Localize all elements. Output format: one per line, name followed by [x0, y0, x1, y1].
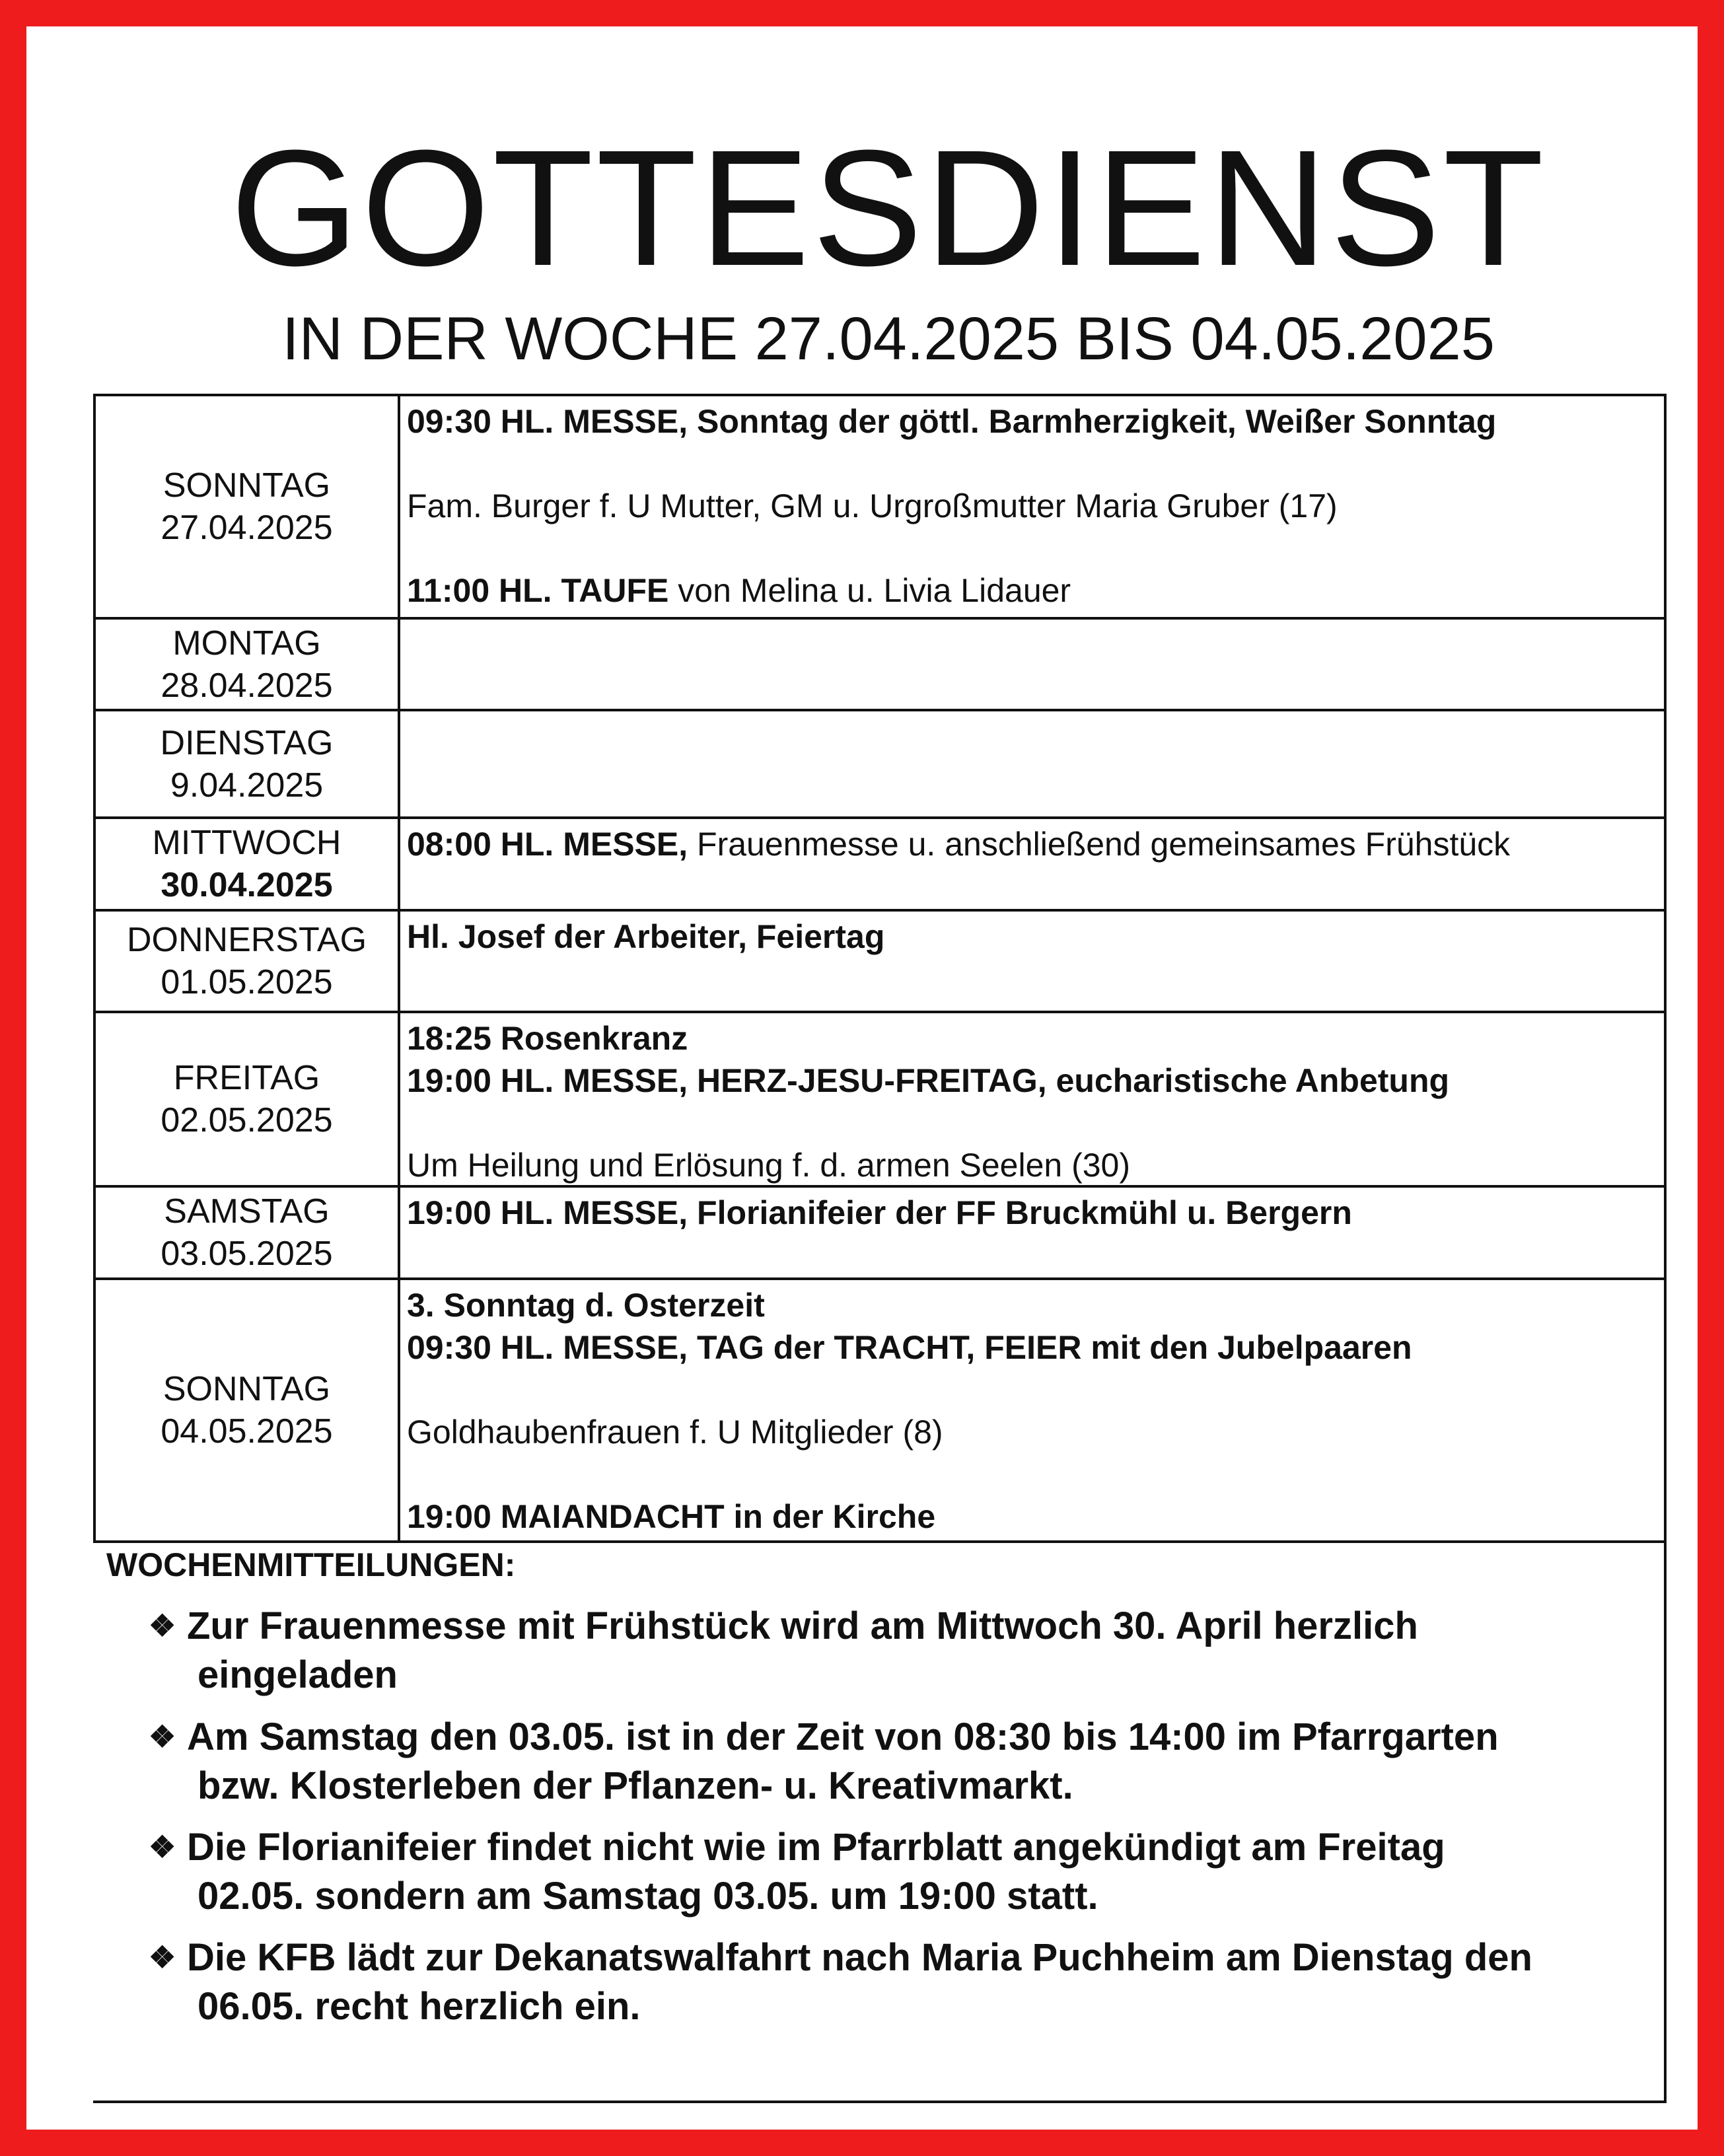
day-name: MONTAG — [172, 624, 321, 663]
day-name: FREITAG — [173, 1059, 320, 1097]
notice-text-continued: 02.05. sondern am Samstag 03.05. um 19:00 statt. — [198, 1875, 1098, 1918]
day-date: 02.05.2025 — [161, 1101, 333, 1139]
table-row — [96, 912, 1664, 1013]
diamond-bullet-icon: ❖ — [149, 1830, 176, 1864]
notice-text: Die Florianifeier findet nicht wie im Pfarrblatt angekündigt am Freitag — [187, 1826, 1445, 1869]
day-date: 9.04.2025 — [170, 766, 324, 805]
schedule-table — [93, 394, 1667, 1543]
notice-item — [149, 1933, 1622, 2031]
service-cell — [400, 912, 1664, 1011]
day-cell — [96, 819, 400, 909]
service-line: Um Heilung und Erlösung f. d. armen Seelen (30) — [407, 1147, 1131, 1184]
day-date: 27.04.2025 — [161, 509, 333, 547]
service-line: 09:30 HL. MESSE, TAG der TRACHT, FEIER mit den Jubelpaaren — [407, 1329, 1412, 1366]
table-row — [96, 1188, 1664, 1280]
service-line: 19:00 MAIANDACHT in der Kirche — [407, 1498, 936, 1535]
day-cell — [96, 1280, 400, 1540]
notice-text-continued: eingeladen — [198, 1653, 398, 1696]
service-cell — [400, 1013, 1664, 1185]
day-cell — [96, 1013, 400, 1185]
service-line: 19:00 HL. MESSE, Florianifeier der FF Bruckmühl u. Bergern — [407, 1194, 1352, 1231]
day-name: SAMSTAG — [164, 1192, 330, 1231]
day-date: 03.05.2025 — [161, 1235, 333, 1273]
day-name: SONNTAG — [162, 466, 331, 505]
table-row — [96, 1280, 1664, 1540]
diamond-bullet-icon: ❖ — [149, 1940, 176, 1974]
day-name: MITTWOCH — [152, 824, 341, 862]
day-cell — [96, 396, 400, 617]
service-line: 3. Sonntag d. Osterzeit — [407, 1287, 765, 1324]
service-line: Goldhaubenfrauen f. U Mitglieder (8) — [407, 1414, 943, 1451]
notice-text: Am Samstag den 03.05. ist in der Zeit von 08:30 bis 14:00 im Pfarrgarten — [187, 1715, 1499, 1758]
day-date: 30.04.2025 — [161, 866, 333, 904]
service-line: 18:25 Rosenkranz — [407, 1020, 688, 1057]
service-cell — [400, 711, 1664, 816]
day-cell — [96, 912, 400, 1011]
day-date: 01.05.2025 — [161, 963, 333, 1001]
service-line — [407, 569, 1657, 612]
service-time: 08:00 HL. MESSE, — [407, 826, 688, 863]
notice-text-continued: bzw. Klosterleben der Pflanzen- u. Kreativmarkt. — [198, 1764, 1073, 1807]
service-line: Fam. Burger f. U Mutter, GM u. Urgroßmutter Maria Gruber (17) — [407, 487, 1338, 524]
notice-text: Zur Frauenmesse mit Frühstück wird am Mittwoch 30. April herzlich — [187, 1604, 1418, 1647]
day-cell — [96, 1188, 400, 1277]
service-cell — [400, 1188, 1664, 1277]
notice-text: Die KFB lädt zur Dekanatswalfahrt nach Maria Puchheim am Dienstag den — [187, 1936, 1532, 1979]
service-line: Hl. Josef der Arbeiter, Feiertag — [407, 918, 885, 955]
weekly-notices — [93, 1540, 1667, 2103]
day-date: 04.05.2025 — [161, 1412, 333, 1451]
table-row — [96, 396, 1664, 620]
service-cell — [400, 1280, 1664, 1540]
service-text: von Melina u. Livia Lidauer — [668, 572, 1071, 609]
service-line: 09:30 HL. MESSE, Sonntag der göttl. Barmherzigkeit, Weißer Sonntag — [407, 403, 1497, 440]
service-cell — [400, 396, 1664, 617]
notice-item — [149, 1822, 1622, 1921]
day-name: DIENSTAG — [160, 723, 334, 762]
week-range-subtitle: IN DER WOCHE 27.04.2025 BIS 04.05.2025 — [282, 305, 1495, 373]
day-cell — [96, 711, 400, 816]
day-cell — [96, 620, 400, 709]
service-cell — [400, 819, 1664, 909]
diamond-bullet-icon: ❖ — [149, 1719, 176, 1754]
notice-text-continued: 06.05. recht herzlich ein. — [198, 1985, 641, 2028]
notice-item — [149, 1601, 1622, 1700]
service-line — [407, 823, 1657, 865]
service-time: 11:00 HL. TAUFE — [407, 572, 669, 609]
diamond-bullet-icon: ❖ — [149, 1608, 176, 1643]
table-row — [96, 819, 1664, 912]
table-row — [96, 1013, 1664, 1188]
day-name: SONNTAG — [162, 1370, 331, 1408]
day-name: DONNERSTAG — [126, 921, 367, 959]
page-title: GOTTESDIENST — [230, 116, 1547, 300]
service-text: Frauenmesse u. anschließend gemeinsames Frühstück — [688, 826, 1511, 863]
service-line: 19:00 HL. MESSE, HERZ-JESU-FREITAG, eucharistische Anbetung — [407, 1062, 1450, 1099]
day-date: 28.04.2025 — [161, 666, 333, 705]
table-row — [96, 620, 1664, 711]
notice-item — [149, 1712, 1622, 1811]
service-cell — [400, 620, 1664, 709]
notices-title: WOCHENMITTEILUNGEN: — [106, 1546, 516, 1583]
table-row — [96, 711, 1664, 819]
